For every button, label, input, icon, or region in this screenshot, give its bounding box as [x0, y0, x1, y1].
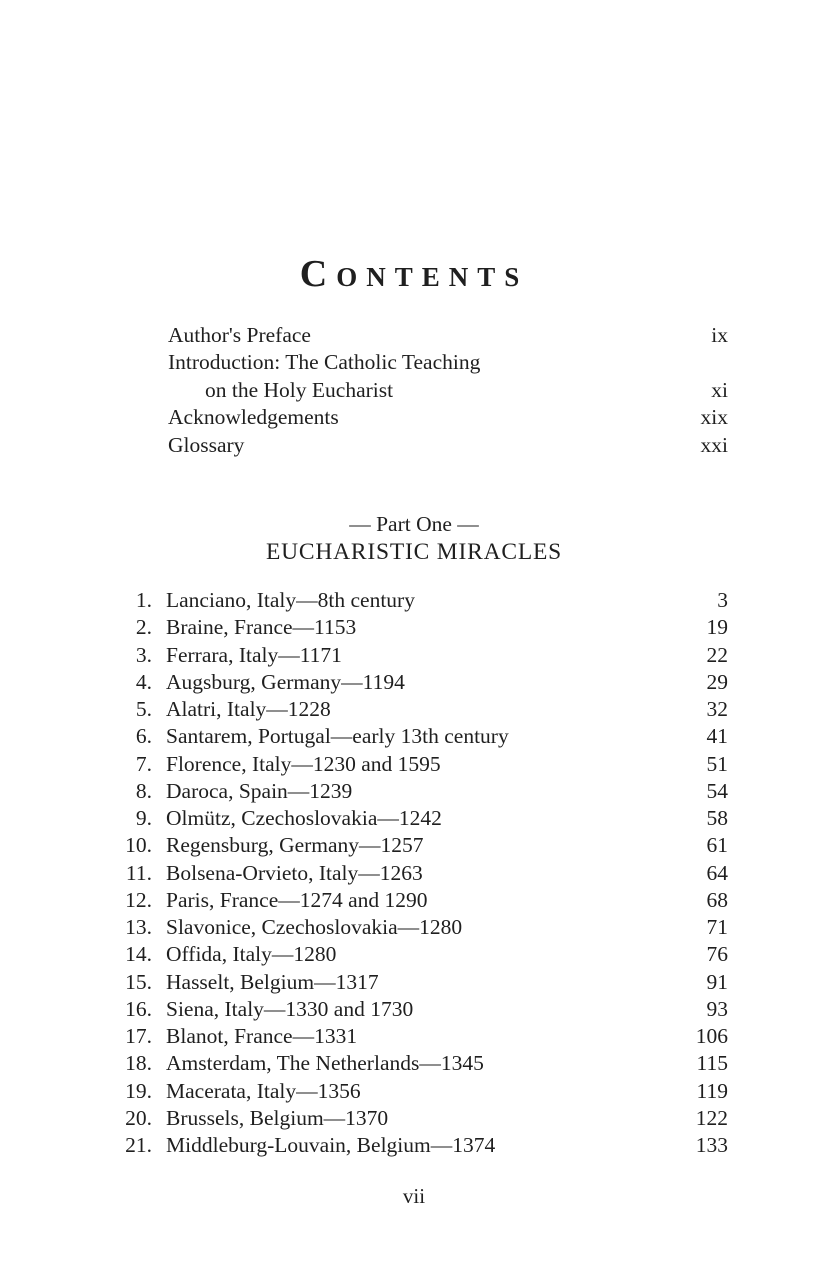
chapter-page-number: 54 [706, 778, 728, 803]
chapter-row [110, 642, 728, 669]
chapter-number: 1. [135, 588, 152, 612]
chapter-number: 21. [125, 1133, 152, 1157]
chapter-title: Augsburg, Germany—1194 [166, 669, 405, 694]
chapter-page-number: 93 [706, 996, 728, 1021]
chapter-row [110, 751, 728, 778]
chapter-number: 5. [135, 697, 152, 721]
part-subtitle: EUCHARISTIC MIRACLES [265, 539, 563, 565]
chapter-page-number: 106 [695, 1024, 728, 1048]
chapter-number: 7. [135, 751, 152, 776]
chapter-page-number: 68 [706, 887, 728, 912]
chapter-number: 13. [125, 915, 152, 939]
chapter-row [110, 1132, 728, 1159]
chapter-page-number: 29 [706, 669, 728, 694]
chapter-page-number: 122 [695, 1105, 728, 1130]
front-matter-list [168, 322, 728, 459]
chapter-title: Daroca, Spain—1239 [166, 778, 353, 803]
chapter-page-number: 91 [706, 969, 728, 994]
chapter-number: 15. [125, 969, 152, 994]
front-matter-row [168, 322, 728, 349]
chapter-row [110, 941, 728, 968]
front-matter-row [168, 404, 728, 431]
chapter-title: Blanot, France—1331 [166, 1024, 358, 1048]
chapter-title: Regensburg, Germany—1257 [166, 833, 424, 858]
folio-page-number: vii [402, 1184, 426, 1208]
part-title: — Part One — [349, 512, 479, 536]
chapter-number: 19. [125, 1078, 152, 1103]
chapter-row [110, 805, 728, 832]
chapter-title: Ferrara, Italy—1171 [166, 642, 342, 667]
chapter-page-number: 41 [706, 724, 728, 749]
chapter-page-number: 64 [706, 860, 728, 885]
front-matter-row [168, 377, 728, 404]
part-heading [0, 511, 828, 566]
chapter-row [110, 1105, 728, 1132]
chapter-number: 4. [135, 669, 152, 694]
chapter-number: 2. [135, 615, 152, 640]
chapter-number: 11. [125, 860, 152, 885]
front-matter-page-number: xix [700, 405, 728, 430]
chapter-number: 20. [125, 1105, 152, 1130]
chapter-row [110, 614, 728, 641]
chapter-list [110, 587, 728, 1159]
front-matter-page-number: xi [711, 377, 728, 402]
chapter-page-number: 76 [706, 942, 728, 967]
chapter-title: Hasselt, Belgium—1317 [166, 969, 379, 994]
title-initial: C [299, 253, 337, 295]
chapter-title: Macerata, Italy—1356 [166, 1078, 361, 1103]
chapter-row [110, 1050, 728, 1077]
chapter-row [110, 969, 728, 996]
front-matter-page-number: ix [711, 323, 728, 347]
chapter-row [110, 587, 728, 614]
chapter-title: Braine, France—1153 [166, 615, 357, 640]
front-matter-label: Author's Preface [168, 323, 311, 347]
chapter-row [110, 1023, 728, 1050]
chapter-title: Offida, Italy—1280 [166, 942, 337, 967]
chapter-title: Brussels, Belgium—1370 [166, 1105, 389, 1130]
chapter-row [110, 832, 728, 859]
chapter-page-number: 32 [706, 697, 728, 721]
page-title [0, 252, 828, 299]
chapter-page-number: 19 [706, 615, 728, 640]
chapter-page-number: 58 [706, 806, 728, 830]
front-matter-row [168, 432, 728, 459]
chapter-row [110, 723, 728, 750]
chapter-number: 6. [135, 724, 152, 749]
chapter-title: Amsterdam, The Netherlands—1345 [166, 1051, 484, 1076]
front-matter-label: Introduction: The Catholic Teaching [168, 350, 481, 375]
chapter-number: 17. [125, 1024, 152, 1048]
chapter-title: Middleburg-Louvain, Belgium—1374 [166, 1133, 496, 1157]
chapter-page-number: 3 [717, 588, 728, 612]
chapter-page-number: 115 [696, 1051, 728, 1076]
chapter-title: Florence, Italy—1230 and 1595 [166, 751, 441, 776]
chapter-title: Santarem, Portugal—early 13th century [166, 724, 509, 749]
front-matter-label: on the Holy Eucharist [205, 377, 394, 402]
chapter-row [110, 914, 728, 941]
chapter-row [110, 996, 728, 1023]
chapter-title: Siena, Italy—1330 and 1730 [166, 996, 414, 1021]
chapter-row [110, 696, 728, 723]
chapter-page-number: 133 [695, 1133, 728, 1157]
chapter-number: 8. [135, 778, 152, 803]
chapter-title: Slavonice, Czechoslovakia—1280 [166, 915, 463, 939]
chapter-page-number: 119 [696, 1078, 728, 1103]
chapter-row [110, 778, 728, 805]
chapter-title: Olmütz, Czechoslovakia—1242 [166, 806, 442, 830]
chapter-row [110, 669, 728, 696]
front-matter-page-number: xxi [700, 432, 728, 457]
chapter-number: 18. [125, 1051, 152, 1076]
front-matter-label: Acknowledgements [168, 405, 339, 430]
chapter-row [110, 1078, 728, 1105]
chapter-title: Bolsena-Orvieto, Italy—1263 [166, 860, 423, 885]
chapter-page-number: 71 [706, 915, 728, 939]
chapter-number: 14. [125, 942, 152, 967]
chapter-page-number: 22 [706, 642, 728, 667]
chapter-title: Lanciano, Italy—8th century [166, 588, 415, 612]
title-rest: ONTENTS [336, 262, 529, 292]
chapter-number: 3. [135, 642, 152, 667]
front-matter-row [168, 349, 728, 376]
chapter-title: Paris, France—1274 and 1290 [166, 887, 428, 912]
chapter-page-number: 61 [706, 833, 728, 858]
front-matter-label: Glossary [168, 432, 245, 457]
chapter-page-number: 51 [706, 751, 728, 776]
chapter-number: 10. [125, 833, 152, 858]
chapter-row [110, 887, 728, 914]
chapter-number: 16. [125, 996, 152, 1021]
chapter-row [110, 860, 728, 887]
chapter-number: 9. [135, 806, 152, 830]
chapter-number: 12. [125, 887, 152, 912]
chapter-title: Alatri, Italy—1228 [166, 697, 331, 721]
